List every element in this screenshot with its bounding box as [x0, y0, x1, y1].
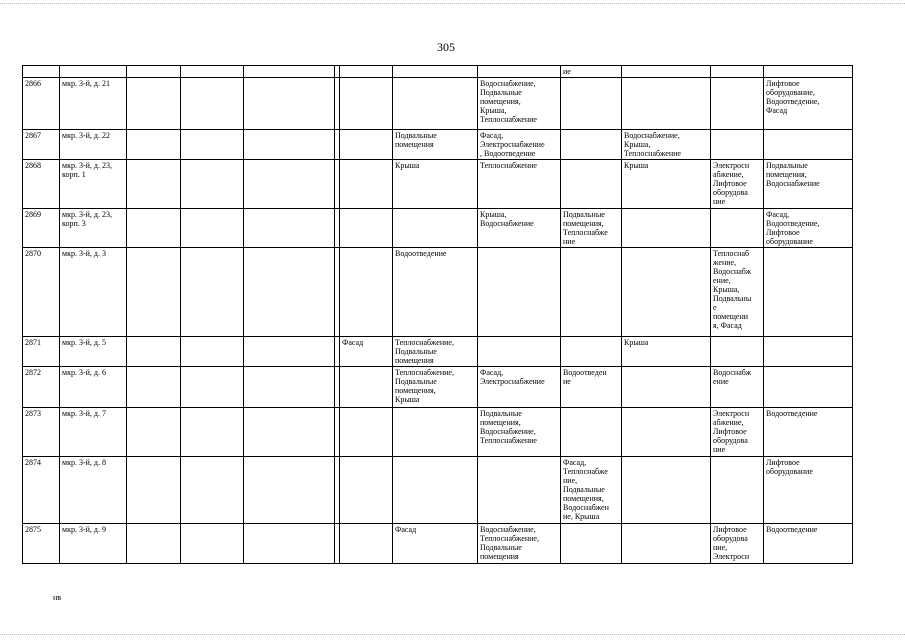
empty-cell	[181, 524, 244, 564]
table-row	[23, 337, 853, 367]
empty-cell	[244, 337, 335, 367]
empty-cell	[181, 408, 244, 457]
work-type-cell: Подвальные помещения, Водоснабжение, Теплоснабжение	[478, 408, 561, 457]
work-type-cell	[711, 209, 764, 248]
work-type-cell	[393, 408, 478, 457]
empty-cell	[181, 337, 244, 367]
work-type-cell	[478, 337, 561, 367]
work-type-cell: Фасад, Электроснабжение , Водоотведение	[478, 130, 561, 160]
record-number-cell: 2866	[23, 78, 60, 130]
empty-cell	[127, 130, 181, 160]
work-type-cell: Крыша	[393, 160, 478, 209]
work-type-cell	[622, 248, 711, 337]
work-type-cell	[340, 408, 393, 457]
scan-edge-top	[0, 3, 905, 4]
work-type-cell: Подвальные помещения	[393, 130, 478, 160]
table-row	[23, 209, 853, 248]
address-cell: мкр. 3-й, д. 6	[60, 367, 127, 408]
work-type-cell	[622, 209, 711, 248]
record-number-cell: 2873	[23, 408, 60, 457]
empty-cell	[244, 457, 335, 524]
work-type-cell	[622, 457, 711, 524]
work-type-cell	[711, 457, 764, 524]
work-type-cell: Водоотведение	[764, 524, 853, 564]
work-type-cell: Фасад	[340, 337, 393, 367]
empty-cell	[127, 160, 181, 209]
work-type-cell	[711, 130, 764, 160]
work-type-cell	[478, 248, 561, 337]
work-type-cell: Водоотведение	[393, 248, 478, 337]
work-type-cell: Теплоснабжение	[478, 160, 561, 209]
work-type-cell: Фасад, Теплоснабже ние, Подвальные помещения, Водоснабжен ие, Крыша	[561, 457, 622, 524]
address-cell: мкр. 3-й, д. 5	[60, 337, 127, 367]
work-type-cell	[393, 78, 478, 130]
empty-cell	[244, 130, 335, 160]
work-type-cell: Фасад, Электроснабжение	[478, 367, 561, 408]
work-type-cell: Теплоснаб жение, Водоснабж ение, Крыша, Подвальны е помещени я, Фасад	[711, 248, 764, 337]
table-row	[23, 130, 853, 160]
work-type-cell	[622, 408, 711, 457]
work-type-cell	[340, 160, 393, 209]
empty-cell	[127, 209, 181, 248]
empty-cell	[127, 78, 181, 130]
work-type-cell	[561, 248, 622, 337]
work-type-cell	[561, 524, 622, 564]
work-type-cell: Водоснабжение, Подвальные помещения, Крыша, Теплоснабжение	[478, 78, 561, 130]
work-type-cell	[764, 337, 853, 367]
work-type-cell	[393, 209, 478, 248]
work-type-cell	[622, 367, 711, 408]
address-cell: мкр. 3-й, д. 23, корп. 3	[60, 209, 127, 248]
empty-cell	[181, 160, 244, 209]
work-type-cell	[561, 160, 622, 209]
work-type-cell: Крыша	[622, 160, 711, 209]
empty-cell	[127, 367, 181, 408]
empty-cell	[181, 248, 244, 337]
empty-cell	[181, 130, 244, 160]
table-row	[23, 160, 853, 209]
register-table	[22, 65, 853, 564]
record-number-cell: 2874	[23, 457, 60, 524]
empty-cell	[127, 457, 181, 524]
work-type-cell: Водоотведение	[764, 408, 853, 457]
work-type-cell: Теплоснабжение, Подвальные помещения	[393, 337, 478, 367]
work-type-cell: Фасад, Водоотведение, Лифтовое оборудование	[764, 209, 853, 248]
work-type-cell: Фасад	[393, 524, 478, 564]
work-type-cell	[561, 408, 622, 457]
work-type-cell	[340, 78, 393, 130]
work-type-cell: Водоснабжение, Крыша, Теплоснабжение	[622, 130, 711, 160]
empty-cell	[181, 367, 244, 408]
work-type-cell: Подвальные помещения, Теплоснабже ние	[561, 209, 622, 248]
record-number-cell: 2867	[23, 130, 60, 160]
work-type-cell	[340, 130, 393, 160]
work-type-cell: Лифтовое оборудование, Водоотведение, Фасад	[764, 78, 853, 130]
work-type-cell	[711, 78, 764, 130]
empty-cell	[244, 209, 335, 248]
empty-cell	[127, 248, 181, 337]
address-cell: мкр. 3-й, д. 21	[60, 78, 127, 130]
empty-cell	[127, 337, 181, 367]
address-cell: мкр. 3-й, д. 9	[60, 524, 127, 564]
record-number-cell: 2871	[23, 337, 60, 367]
table-row	[23, 248, 853, 337]
work-type-cell	[561, 337, 622, 367]
work-type-cell: Подвальные помещения, Водоснабжение	[764, 160, 853, 209]
work-type-cell	[561, 130, 622, 160]
record-number-cell: 2868	[23, 160, 60, 209]
table-row	[23, 78, 853, 130]
work-type-cell	[764, 248, 853, 337]
record-number-cell: 2875	[23, 524, 60, 564]
work-type-cell: Лифтовое оборудование	[764, 457, 853, 524]
work-type-cell	[764, 130, 853, 160]
empty-cell	[244, 160, 335, 209]
empty-cell	[244, 248, 335, 337]
work-type-cell: Электросн абжение, Лифтовое оборудова ние	[711, 160, 764, 209]
footer-mark: нв	[53, 593, 62, 602]
address-cell: мкр. 3-й, д. 23, корп. 1	[60, 160, 127, 209]
empty-cell	[127, 408, 181, 457]
empty-cell	[181, 78, 244, 130]
work-type-cell	[711, 337, 764, 367]
address-cell: мкр. 3-й, д. 22	[60, 130, 127, 160]
work-type-cell	[340, 248, 393, 337]
table-row	[23, 524, 853, 564]
work-type-cell	[340, 524, 393, 564]
empty-cell	[244, 78, 335, 130]
work-type-cell	[561, 78, 622, 130]
header-fragment-cell: ие	[561, 66, 622, 78]
work-type-cell: Крыша	[622, 337, 711, 367]
table-row	[23, 408, 853, 457]
scan-edge-bottom	[0, 634, 905, 635]
empty-cell	[244, 524, 335, 564]
header-fragment-row	[23, 66, 853, 78]
work-type-cell	[622, 78, 711, 130]
table-row	[23, 367, 853, 408]
address-cell: мкр. 3-й, д. 3	[60, 248, 127, 337]
table-row	[23, 457, 853, 524]
work-type-cell: Теплоснабжение, Подвальные помещения, Крыша	[393, 367, 478, 408]
empty-cell	[181, 209, 244, 248]
work-type-cell: Водоотведен ие	[561, 367, 622, 408]
work-type-cell: Водоснабжение, Теплоснабжение, Подвальные помещения	[478, 524, 561, 564]
work-type-cell	[393, 457, 478, 524]
work-type-cell	[340, 367, 393, 408]
empty-cell	[181, 457, 244, 524]
work-type-cell	[764, 367, 853, 408]
work-type-cell	[478, 457, 561, 524]
record-number-cell: 2870	[23, 248, 60, 337]
address-cell: мкр. 3-й, д. 7	[60, 408, 127, 457]
empty-cell	[127, 524, 181, 564]
work-type-cell	[622, 524, 711, 564]
work-type-cell: Водоснабж ение	[711, 367, 764, 408]
work-type-cell: Крыша, Водоснабжение	[478, 209, 561, 248]
empty-cell	[244, 408, 335, 457]
work-type-cell: Электросн абжение, Лифтовое оборудова ние	[711, 408, 764, 457]
work-type-cell: Лифтовое оборудова ние, Электросн	[711, 524, 764, 564]
record-number-cell: 2869	[23, 209, 60, 248]
record-number-cell: 2872	[23, 367, 60, 408]
page-number: 305	[437, 40, 455, 54]
empty-cell	[244, 367, 335, 408]
address-cell: мкр. 3-й, д. 8	[60, 457, 127, 524]
work-type-cell	[340, 457, 393, 524]
work-type-cell	[340, 209, 393, 248]
